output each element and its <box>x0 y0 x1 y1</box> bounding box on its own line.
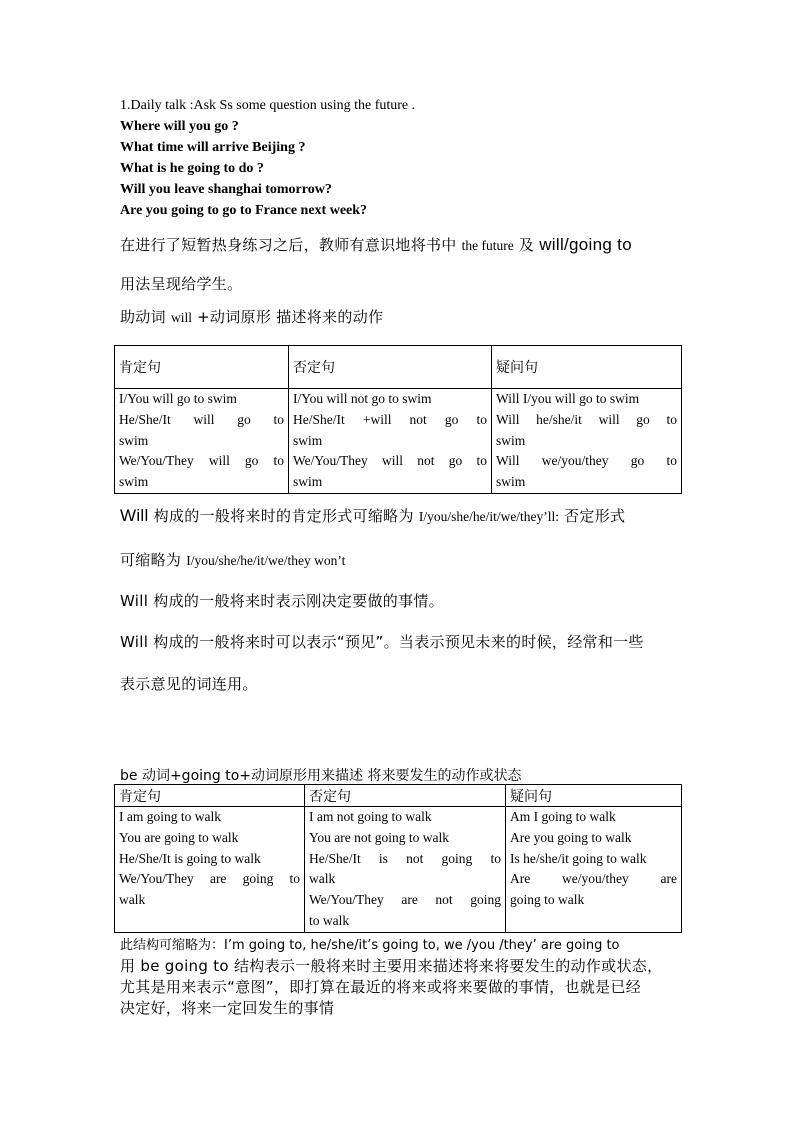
will-table-header-affirmative: 肯定句 <box>115 346 289 389</box>
question-1: Where will you go ? <box>120 119 239 134</box>
intro-paragraph-line1 <box>120 234 632 255</box>
will-contraction-text: 构成的一般将来时的肯定形式可缩略为 <box>148 507 419 525</box>
going-table-question-cell <box>506 807 682 933</box>
going-usage-line3: 决定好，将来一定回发生的事情 <box>120 999 335 1017</box>
will-aff-line: He/She/It will go to <box>119 411 284 427</box>
daily-talk-line: 1.Daily talk :Ask Ss some question using the future . <box>120 98 416 113</box>
going-table-header-question: 疑问句 <box>506 785 682 807</box>
intro-paragraph-text: 在进行了短暂热身练习之后，教师有意识地将书中 <box>120 236 462 254</box>
question-5: Are you going to go to France next week? <box>120 203 368 218</box>
will-contraction-prefix: 可缩略为 <box>120 551 187 569</box>
question-2: What time will arrive Beijing ? <box>120 140 306 155</box>
going-table-header-affirmative: 肯定句 <box>115 785 305 807</box>
will-contraction-line2 <box>120 549 345 570</box>
going-contraction-line: 此结构可缩略为：I’m going to, he/she/it’s going to, we /you /they’ are going to <box>120 938 620 953</box>
intro-paragraph-line2: 用法呈现给学生。 <box>120 275 243 293</box>
will-heading-suffix: +动词原形 描述将来的动作 <box>191 308 384 326</box>
going-q-line: Are you going to walk <box>510 829 632 845</box>
will-going-to-term: will/going to <box>539 235 632 254</box>
going-table-header-negative: 否定句 <box>305 785 506 807</box>
going-q-line: going to walk <box>510 892 585 908</box>
will-neg-line: swim <box>293 432 323 448</box>
will-q-line: Will he/she/it will go to <box>496 411 677 427</box>
will-contraction-line1 <box>120 505 625 526</box>
will-aff-line: swim <box>119 474 149 490</box>
will-section-heading <box>120 306 383 327</box>
intro-paragraph-and: 及 <box>513 236 540 254</box>
going-q-line: Am I going to walk <box>510 809 616 824</box>
going-neg-line: He/She/It is not going to <box>309 850 501 866</box>
will-q-line: swim <box>496 474 526 490</box>
going-aff-line: walk <box>119 892 146 908</box>
going-table-affirmative-cell <box>115 807 305 933</box>
going-aff-line: He/She/It is going to walk <box>119 850 261 866</box>
will-neg-line: He/She/It +will not go to <box>293 411 487 427</box>
going-usage-line2: 尤其是用来表示“意图”，即打算在最近的将来或将来要做的事情，也就是已经 <box>120 978 642 996</box>
will-contraction-forms: I/you/she/he/it/we/they’ll: <box>418 509 560 524</box>
will-negative-form-label: 否定形式 <box>559 507 626 525</box>
will-prediction-line1: Will 构成的一般将来时可以表示“预见”。当表示预见未来的时候，经常和一些 <box>120 633 644 651</box>
will-aff-line: swim <box>119 432 149 448</box>
going-neg-line: to walk <box>309 912 350 928</box>
will-decision-line: Will 构成的一般将来时表示刚决定要做的事情。 <box>120 592 444 610</box>
going-table <box>114 784 682 933</box>
going-neg-line: walk <box>309 871 336 887</box>
will-heading-term: will <box>170 310 192 325</box>
will-table <box>114 345 682 494</box>
will-q-line: Will I/you will go to swim <box>496 391 640 406</box>
will-negative-forms: I/you/she/he/it/we/they won’t <box>186 553 346 568</box>
question-3: What is he going to do ? <box>120 161 264 176</box>
going-aff-line: I am going to walk <box>119 809 221 824</box>
will-neg-line: swim <box>293 474 323 490</box>
will-table-header-question: 疑问句 <box>492 346 682 389</box>
will-table-affirmative-cell <box>115 389 289 494</box>
will-q-line: swim <box>496 432 526 448</box>
going-aff-line: We/You/They are going to <box>119 871 300 887</box>
the-future-term: the future <box>461 238 514 253</box>
will-neg-line: I/You will not go to swim <box>293 391 432 406</box>
will-word: Will <box>120 506 149 525</box>
will-aff-line: We/You/They will go to <box>119 453 284 469</box>
will-neg-line: We/You/They will not go to <box>293 453 487 469</box>
going-neg-line: We/You/They are not going <box>309 892 501 908</box>
will-prediction-line2: 表示意见的词连用。 <box>120 675 258 693</box>
going-q-line: Is he/she/it going to walk <box>510 850 647 866</box>
will-aff-line: I/You will go to swim <box>119 391 237 406</box>
will-q-line: Will we/you/they go to <box>496 453 677 469</box>
going-table-negative-cell <box>305 807 506 933</box>
going-neg-line: You are not going to walk <box>309 829 449 845</box>
going-neg-line: I am not going to walk <box>309 809 432 824</box>
going-usage-line1: 用 be going to 结构表示一般将来时主要用来描述将来将要发生的动作或状态， <box>120 957 663 975</box>
going-section-heading: be 动词+going to+动词原形用来描述 将来要发生的动作或状态 <box>120 768 522 784</box>
will-table-negative-cell <box>289 389 492 494</box>
will-table-header-negative: 否定句 <box>289 346 492 389</box>
will-heading-prefix: 助动词 <box>120 308 171 326</box>
question-4: Will you leave shanghai tomorrow? <box>120 182 332 197</box>
going-aff-line: You are going to walk <box>119 829 239 845</box>
will-table-question-cell <box>492 389 682 494</box>
going-q-line: Are we/you/they are <box>510 871 677 887</box>
